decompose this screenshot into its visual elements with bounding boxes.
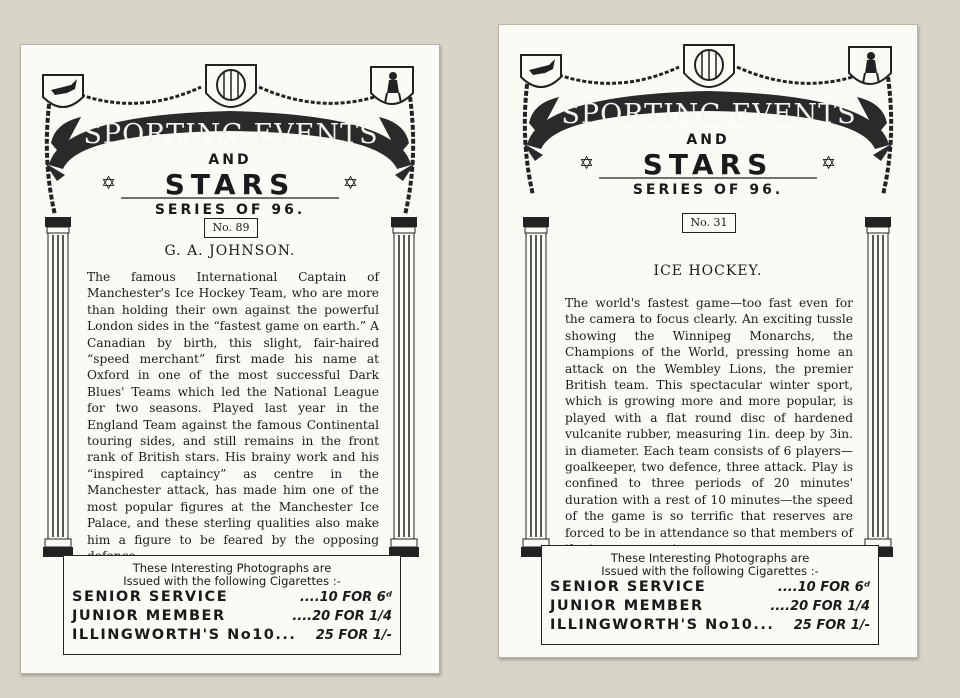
series-and: AND xyxy=(208,152,252,168)
card-subject: G. A. JOHNSON. xyxy=(164,243,296,259)
brand-junior-member: JUNIOR MEMBER ....20 FOR 1/4 xyxy=(550,598,870,614)
card-number: No. 31 xyxy=(682,213,736,233)
issued-line-2: Issued with the following Cigarettes :- xyxy=(123,574,341,588)
football-icon xyxy=(206,65,256,107)
card-description: The world's fastest game—too fast even for the camera to focus clearly. An exciting tussle showing the Winnipeg Monarchs, the Champions of the World, pressing home an attack on the Wembley Lions, the premier British team. This spectacular winter sport, which is growing more and more popular, is played with a flat round disc of hardened vulcanite rubber, measuring 1in. deep by 3in. in diameter. Each team consists of 6 players—goalkeeper, two defence, three attack. Play is confined to three periods of 20 minutes' duration with a rest of 10 minutes—the speed of the game is so terrific that reserves are forced to be in attendance so that members of xyxy=(565,296,853,540)
card-ice-hockey xyxy=(498,24,918,658)
series-stars: STARS xyxy=(642,148,774,181)
star-icon: ✡ xyxy=(821,153,837,174)
cigarette-footer xyxy=(63,555,401,655)
left-pillar xyxy=(43,217,73,557)
issued-line-1: These Interesting Photographs are xyxy=(610,551,810,565)
star-icon: ✡ xyxy=(579,153,595,174)
brand-junior-member: JUNIOR MEMBER ....20 FOR 1/4 xyxy=(72,608,392,624)
card-description: The famous International Captain of Manchester's Ice Hockey Team, who are more than holding their own against the powerful London sides in the “fastest game on earth.” A Canadian by birth, this slight, fair-haired “speed merchant” first made his name at Oxford in one of the most successful Dark Blues' Teams which led the National League for two seasons. Played last year in the England Team against the famous Continental touring sides, and still remains in the front rank of British stars. His brainy work and his “inspired captaincy” as centre in the Manchester attack, has made him one of the most popular figures at the Manchester Ice Palace, and these sterling qualities also make him a figure to be feared by the opposing xyxy=(87,270,379,547)
brand-senior-service: SENIOR SERVICE ....10 FOR 6ᵈ xyxy=(72,589,392,605)
cigarette-footer xyxy=(541,545,879,645)
card-number: No. 89 xyxy=(204,218,258,238)
brand-illingworths: ILLINGWORTH'S No10... 25 FOR 1/- xyxy=(550,617,870,633)
issued-line-2: Issued with the following Cigarettes :- xyxy=(601,564,819,578)
brand-senior-service: SENIOR SERVICE ....10 FOR 6ᵈ xyxy=(550,579,870,595)
series-line: SERIES OF 96. xyxy=(154,202,306,218)
series-and: AND xyxy=(686,132,730,148)
card-johnson xyxy=(20,44,440,674)
football-icon xyxy=(684,45,734,87)
brand-illingworths: ILLINGWORTH'S No10... 25 FOR 1/- xyxy=(72,627,392,643)
series-line: SERIES OF 96. xyxy=(632,182,784,198)
cyclist-icon xyxy=(371,67,413,104)
horse-racing-icon xyxy=(521,55,561,87)
series-title: SPORTING EVENTS xyxy=(561,99,857,130)
series-title: SPORTING EVENTS xyxy=(83,119,379,150)
right-pillar xyxy=(389,217,419,557)
horse-racing-icon xyxy=(43,75,83,107)
series-stars: STARS xyxy=(164,168,296,201)
star-icon: ✡ xyxy=(343,173,359,194)
cyclist-icon xyxy=(849,47,891,84)
card-subject: ICE HOCKEY. xyxy=(653,263,763,279)
issued-line-1: These Interesting Photographs are xyxy=(132,561,332,575)
star-icon: ✡ xyxy=(101,173,117,194)
